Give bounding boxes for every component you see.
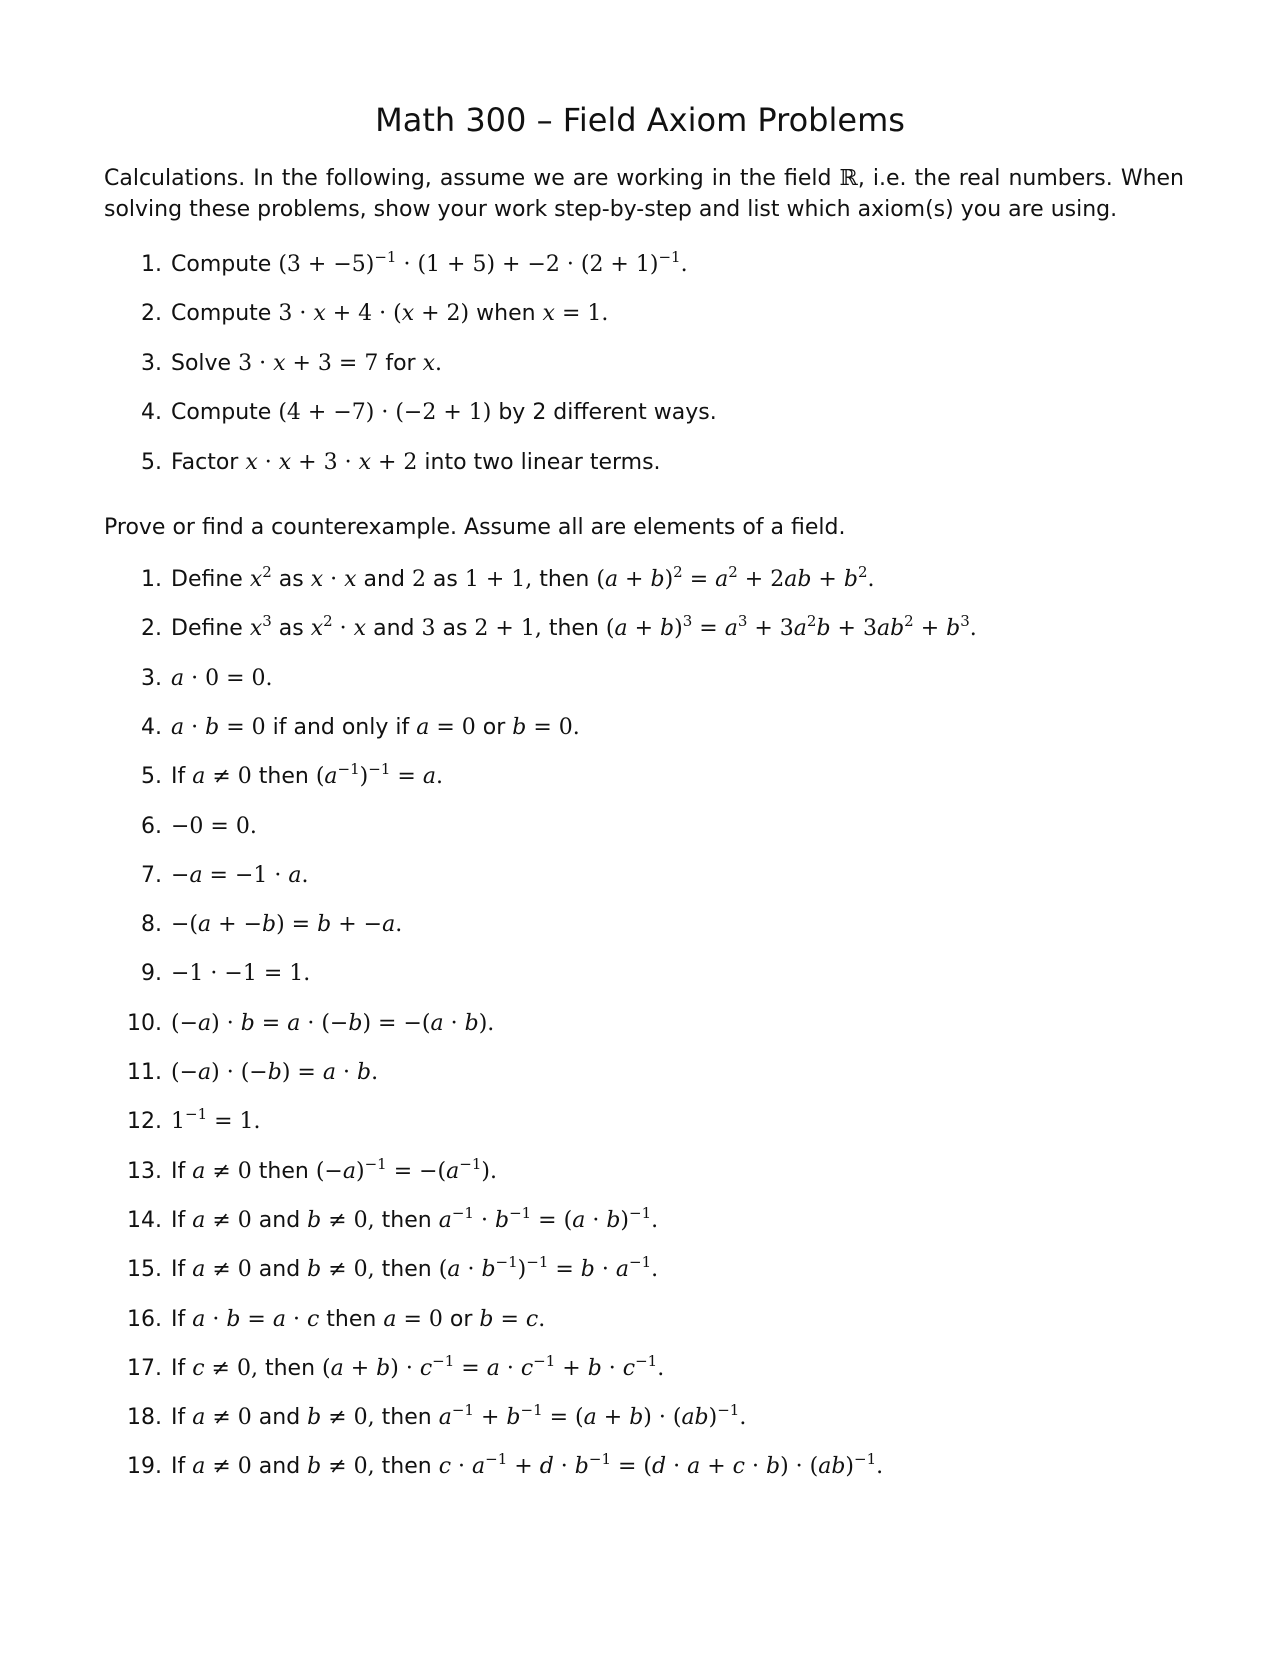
item-number: 9. <box>141 961 162 987</box>
item-math: a · b = a · c <box>192 1306 320 1332</box>
page-title: Math 300 – Field Axiom Problems <box>375 101 905 139</box>
item-math: b ≠ 0, <box>307 1405 375 1431</box>
item-text: and <box>251 1405 308 1431</box>
item-math: $a^{-1} + b^{-1} = (a + b) \cdot (ab)^{-1}$. <box>438 1401 747 1431</box>
item-text: then <box>541 616 606 642</box>
item-math: a ≠ 0 <box>192 764 252 790</box>
item-number: 8. <box>141 912 162 938</box>
item-text: or <box>475 714 513 740</box>
item-number: 14. <box>127 1207 162 1233</box>
item-math: $(-a)^{-1} = -(a^{-1})$. <box>315 1154 497 1184</box>
item-number: 17. <box>127 1355 162 1381</box>
item-math: b ≠ 0, <box>307 1454 375 1480</box>
calculation-item <box>104 297 1184 331</box>
item-text: when <box>469 301 543 327</box>
item-number: 6. <box>141 813 162 839</box>
calculation-item <box>104 446 1184 480</box>
item-number: 1. <box>141 567 162 592</box>
item-math: x = 1. <box>542 301 609 327</box>
item-number: 7. <box>141 862 162 888</box>
item-text: Factor <box>171 449 246 475</box>
item-number: 3. <box>141 350 162 376</box>
item-math: b = 0. <box>512 714 580 740</box>
item-number: 10. <box>127 1010 162 1036</box>
item-number: 5. <box>141 764 162 790</box>
item-text: If <box>171 1454 193 1480</box>
item-number: 1. <box>141 252 162 277</box>
proof-item <box>104 957 1184 991</box>
item-text: then <box>251 764 316 790</box>
item-math: −a = −1 · a. <box>171 862 309 888</box>
item-math: b ≠ 0, <box>307 1207 375 1233</box>
item-math: a = 0 <box>383 1306 443 1332</box>
item-math: $1^{-1} = 1$. <box>171 1105 261 1135</box>
item-text: as <box>271 567 311 592</box>
item-number: 4. <box>141 714 162 740</box>
calculation-item <box>104 396 1184 430</box>
item-math: 2 + 1, <box>474 616 542 642</box>
item-math: (4 + −7) · (−2 + 1) <box>278 400 492 426</box>
proof-item <box>104 1105 1184 1139</box>
item-text: into two linear terms. <box>417 449 661 475</box>
item-number: 4. <box>141 400 162 426</box>
item-math: $(a + b)^3 = a^3 + 3a^2b + 3ab^2 + b^3$. <box>605 612 977 642</box>
item-math: a = 0 <box>416 714 476 740</box>
proof-item <box>104 908 1184 942</box>
item-number: 11. <box>127 1060 162 1085</box>
item-math: $(a^{-1})^{-1} = a$. <box>315 760 443 790</box>
item-text: for <box>378 350 423 376</box>
item-text: then <box>374 1454 439 1480</box>
item-text: and <box>251 1454 308 1480</box>
item-math: $c \cdot a^{-1} + d \cdot b^{-1} = (d \cdot a + c \cdot b) \cdot (ab)^{-1}$. <box>438 1450 884 1480</box>
item-text: as <box>435 616 475 642</box>
item-text: and <box>366 616 422 642</box>
item-math: 2 <box>411 567 426 592</box>
item-text: and <box>356 567 412 592</box>
item-text: If <box>171 1306 193 1332</box>
item-math: a ≠ 0 <box>192 1158 252 1184</box>
item-math: b = c. <box>479 1306 546 1332</box>
item-math: $(a + b) \cdot c^{-1} = a \cdot c^{-1} + b \cdot c^{-1}$. <box>322 1351 665 1381</box>
proof-item <box>104 1401 1184 1435</box>
item-number: 2. <box>141 301 162 327</box>
proof-item <box>104 563 1184 597</box>
intro-text-start: Calculations. In the following, assume we are working in the field <box>104 166 840 191</box>
item-text: as <box>271 616 311 642</box>
item-text: Compute <box>171 301 279 327</box>
item-text: if and only if <box>265 714 417 740</box>
proofs-intro: Prove or find a counterexample. Assume all are elements of a field. <box>104 515 846 540</box>
item-math: a ≠ 0 <box>192 1454 252 1480</box>
item-math: $(a + b)^2 = a^2 + 2ab + b^2$. <box>596 563 875 592</box>
item-math: a · 0 = 0. <box>171 665 273 691</box>
item-math: a · b = 0 <box>171 714 266 740</box>
item-math: 3 <box>421 616 436 642</box>
item-math: $(a \cdot b^{-1})^{-1} = b \cdot a^{-1}$. <box>438 1253 659 1283</box>
item-math: x · x <box>310 567 357 592</box>
item-text: as <box>425 567 465 592</box>
proof-item <box>104 1303 1184 1337</box>
proof-item <box>104 1352 1184 1386</box>
proof-item <box>104 612 1184 646</box>
calculation-item <box>104 248 1184 282</box>
item-text: or <box>442 1306 480 1332</box>
item-math: −0 = 0. <box>171 813 257 839</box>
item-text: then <box>374 1207 439 1233</box>
proof-item <box>104 662 1184 696</box>
item-number: 15. <box>127 1257 162 1283</box>
item-math: $a^{-1} \cdot b^{-1} = (a \cdot b)^{-1}$. <box>438 1203 659 1233</box>
proof-item <box>104 760 1184 794</box>
item-math: a ≠ 0 <box>192 1207 252 1233</box>
proof-item <box>104 1155 1184 1189</box>
proof-item <box>104 1056 1184 1090</box>
item-text: then <box>257 1355 323 1381</box>
item-number: 12. <box>127 1109 162 1135</box>
real-numbers-symbol: ℝ <box>839 166 858 191</box>
item-text: If <box>171 1355 193 1381</box>
item-text: Compute <box>171 400 279 426</box>
item-text: Compute <box>171 252 279 277</box>
item-math: $x^2 \cdot x$ <box>310 612 367 642</box>
proof-item <box>104 810 1184 844</box>
item-text: If <box>171 1405 193 1431</box>
item-number: 3. <box>141 665 162 691</box>
calculations-intro <box>104 163 1184 225</box>
item-text: If <box>171 1207 193 1233</box>
calculation-item <box>104 347 1184 381</box>
item-text: If <box>171 1158 193 1184</box>
item-number: 5. <box>141 449 162 475</box>
item-math: a ≠ 0 <box>192 1257 252 1283</box>
item-number: 18. <box>127 1405 162 1431</box>
item-number: 2. <box>141 616 162 642</box>
item-math: c ≠ 0, <box>192 1355 258 1381</box>
item-text: Solve <box>171 350 239 376</box>
item-text: by 2 different ways. <box>491 400 717 426</box>
proof-item <box>104 1450 1184 1484</box>
item-math: $x^2$ <box>249 563 272 592</box>
item-text: then <box>374 1405 439 1431</box>
item-math: x. <box>422 350 443 376</box>
proof-item <box>104 1253 1184 1287</box>
item-math: (−a) · (−b) = a · b. <box>171 1060 379 1085</box>
item-number: 13. <box>127 1158 162 1184</box>
item-text: then <box>374 1257 439 1283</box>
item-math: $(3 + -5)^{-1} \cdot (1 + 5) + -2 \cdot (2 + 1)^{-1}$. <box>278 248 688 277</box>
item-number: 19. <box>127 1454 162 1480</box>
item-math: 3 · x + 3 = 7 <box>238 350 379 376</box>
item-text: and <box>251 1257 308 1283</box>
item-math: 3 · x + 4 · (x + 2) <box>278 301 470 327</box>
proof-item <box>104 1204 1184 1238</box>
item-text: then <box>532 567 597 592</box>
item-text: and <box>251 1207 308 1233</box>
item-text: If <box>171 764 193 790</box>
item-math: a ≠ 0 <box>192 1405 252 1431</box>
item-math: 1 + 1, <box>464 567 533 592</box>
item-math: −1 · −1 = 1. <box>171 961 311 987</box>
item-math: b ≠ 0, <box>307 1257 375 1283</box>
item-text: If <box>171 1257 193 1283</box>
item-math: (−a) · b = a · (−b) = −(a · b). <box>171 1010 495 1036</box>
item-math: $x^3$ <box>249 612 272 642</box>
item-text: Define <box>171 567 250 592</box>
proof-item <box>104 859 1184 893</box>
item-text: Define <box>171 616 250 642</box>
item-number: 16. <box>127 1306 162 1332</box>
item-text: then <box>319 1306 384 1332</box>
item-math: −(a + −b) = b + −a. <box>171 912 403 938</box>
intro-text-end: , i.e. the real numbers. When solving these problems, show your work step-by-step and list which axiom(s) you are using. <box>104 166 1184 222</box>
proof-item <box>104 1007 1184 1041</box>
item-math: x · x + 3 · x + 2 <box>245 449 418 475</box>
proof-item <box>104 711 1184 745</box>
item-text: then <box>251 1158 316 1184</box>
